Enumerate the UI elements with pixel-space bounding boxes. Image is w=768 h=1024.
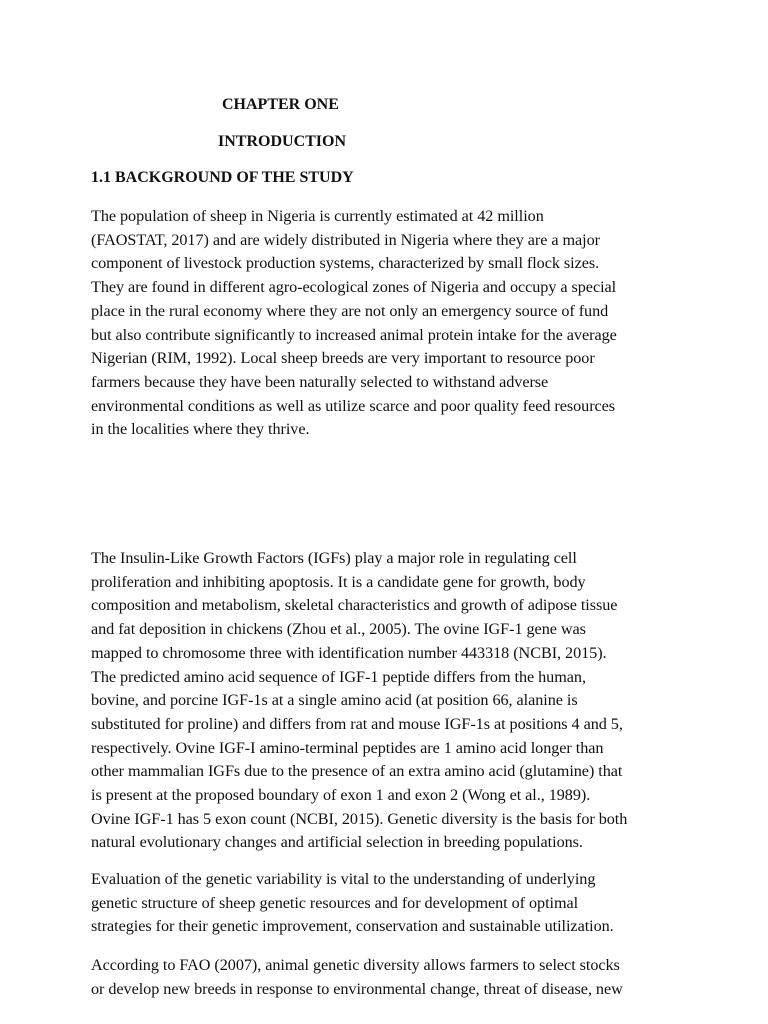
paragraph-3 [91, 868, 691, 939]
text-line: According to FAO (2007), animal genetic diversity allows farmers to select stocks [91, 956, 620, 974]
text-line: is present at the proposed boundary of exon 1 and exon 2 (Wong et al., 1989). [91, 786, 591, 805]
text-line: environmental conditions as well as utilize scarce and poor quality feed resources [91, 396, 616, 415]
text-line: Evaluation of the genetic variability is vital to the understanding of underlying [91, 870, 596, 888]
text-line: The predicted amino acid sequence of IGF-1 peptide differs from the human, [91, 667, 586, 686]
text-line: place in the rural economy where they are not only an emergency source of fund [91, 301, 609, 320]
text-line: The population of sheep in Nigeria is currently estimated at 42 million [91, 207, 544, 225]
text-line: (FAOSTAT, 2017) and are widely distributed in Nigeria where they are a major [91, 230, 600, 249]
text-line: mapped to chromosome three with identification number 443318 (NCBI, 2015). [91, 643, 607, 662]
text-line: proliferation and inhibiting apoptosis. It is a candidate gene for growth, body [91, 572, 586, 591]
text-line: farmers because they have been naturally selected to withstand adverse [91, 372, 549, 391]
text-line: component of livestock production systems, characterized by small flock sizes. [91, 254, 600, 273]
text-line: bovine, and porcine IGF-1s at a single amino acid (at position 66, alanine is [91, 691, 578, 710]
chapter-title: CHAPTER ONE [222, 96, 339, 113]
text-line: natural evolutionary changes and artificial selection in breeding populations. [91, 833, 583, 852]
paragraph-4 [91, 954, 691, 1001]
text-line: Ovine IGF-1 has 5 exon count (NCBI, 2015). Genetic diversity is the basis for both [91, 809, 628, 828]
text-line: strategies for their genetic improvement, conservation and sustainable utilization. [91, 917, 614, 936]
text-line: The Insulin-Like Growth Factors (IGFs) play a major role in regulating cell [91, 549, 577, 567]
text-line: substituted for proline) and differs from rat and mouse IGF-1s at positions 4 and 5, [91, 714, 623, 733]
text-line: genetic structure of sheep genetic resources and for development of optimal [91, 893, 579, 912]
chapter-subtitle: INTRODUCTION [218, 133, 347, 150]
paragraph-2 [91, 547, 691, 855]
text-line: They are found in different agro-ecological zones of Nigeria and occupy a special [91, 278, 617, 297]
section-heading: 1.1 BACKGROUND OF THE STUDY [91, 169, 354, 186]
text-line: Nigerian (RIM, 1992). Local sheep breeds are very important to resource poor [91, 349, 595, 368]
text-line: composition and metabolism, skeletal characteristics and growth of adipose tissue [91, 596, 618, 615]
text-line: in the localities where they thrive. [91, 420, 310, 439]
paragraph-1 [91, 205, 691, 442]
text-line: or develop new breeds in response to environmental change, threat of disease, new [91, 979, 623, 998]
text-line: but also contribute significantly to increased animal protein intake for the average [91, 325, 617, 344]
text-line: respectively. Ovine IGF-I amino-terminal peptides are 1 amino acid longer than [91, 738, 604, 757]
text-line: and fat deposition in chickens (Zhou et al., 2005). The ovine IGF-1 gene was [91, 620, 586, 639]
text-line: other mammalian IGFs due to the presence of an extra amino acid (glutamine) that [91, 762, 623, 781]
